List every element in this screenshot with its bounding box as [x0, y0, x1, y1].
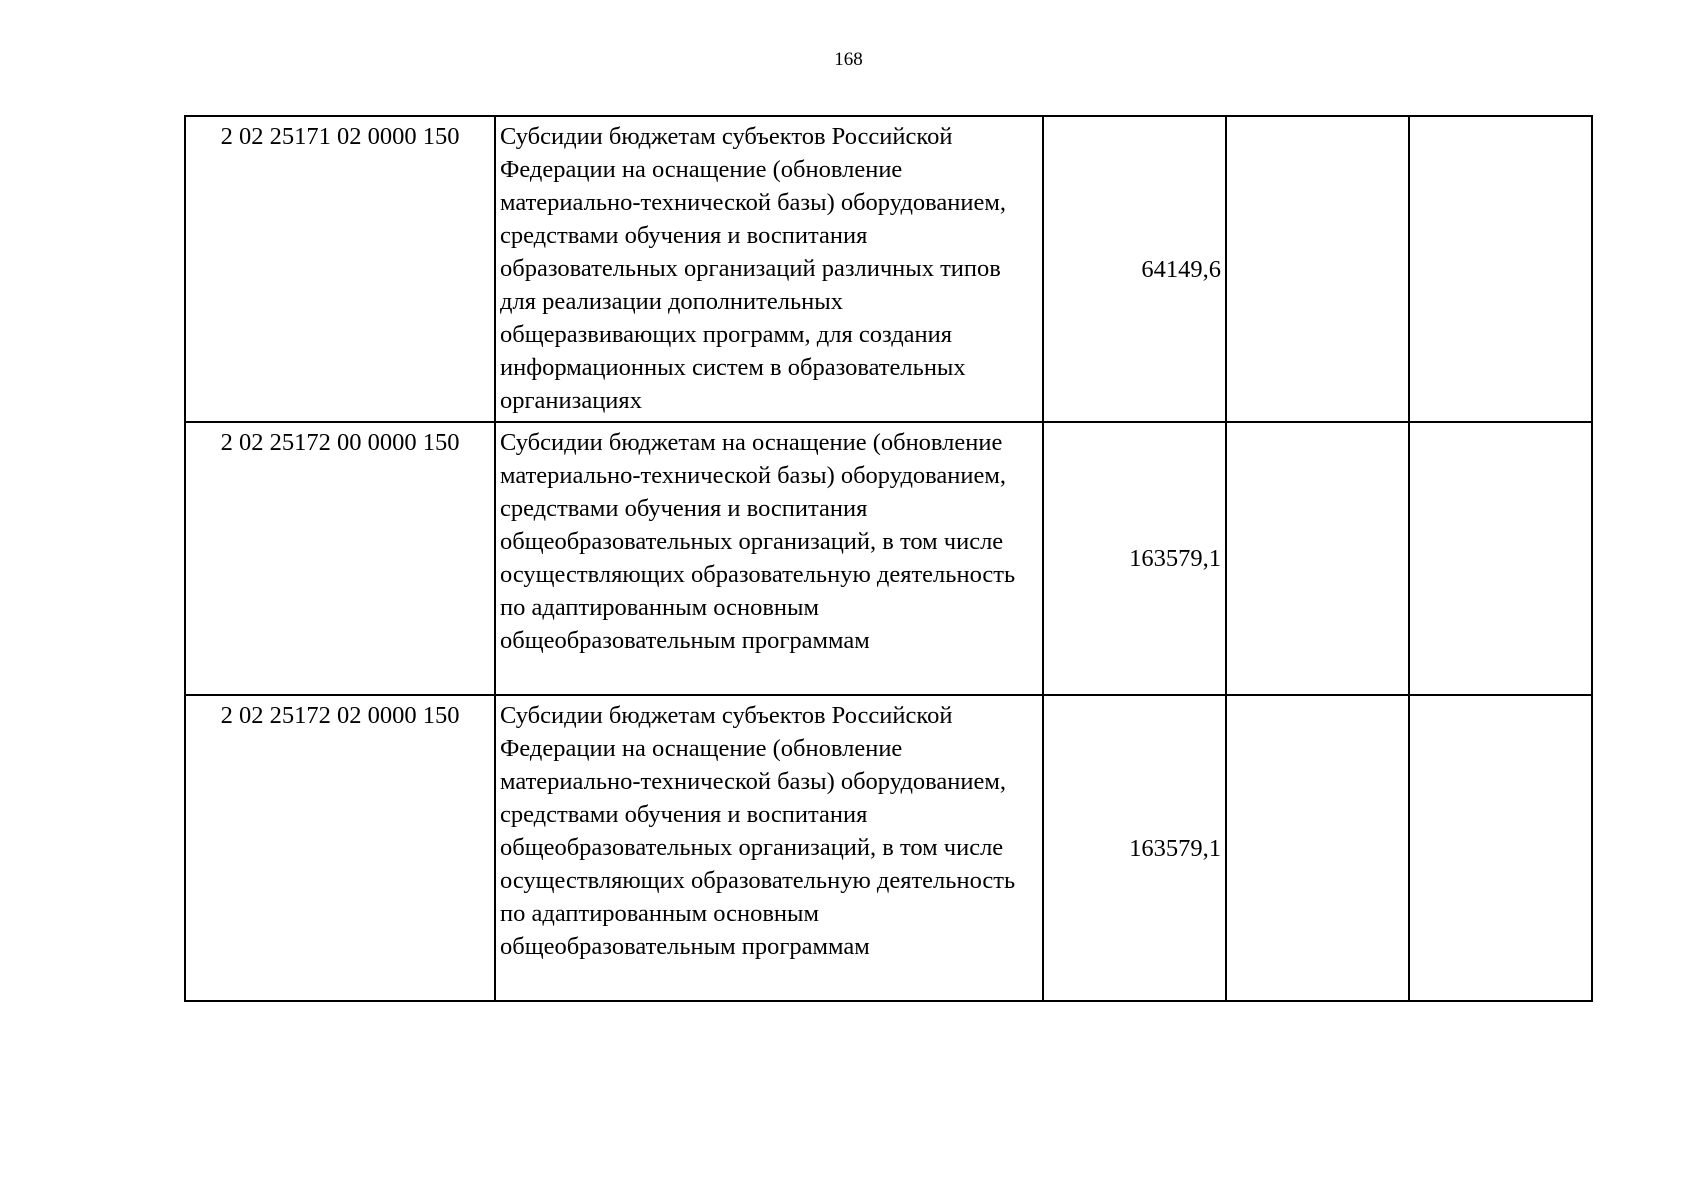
table-row [185, 116, 1592, 422]
empty-cell [1409, 116, 1592, 422]
budget-code-cell: 2 02 25172 00 0000 150 [185, 422, 495, 695]
table-row [185, 695, 1592, 1001]
budget-code-cell: 2 02 25171 02 0000 150 [185, 116, 495, 422]
budget-revenue-table [184, 115, 1593, 1002]
description-cell: Субсидии бюджетам на оснащение (обновление материально-технической базы) оборудованием, средствами обучения и воспитания общеобразовательных организаций, в том числе осуществляющих образовательную деятельность по адаптированным основным общеобразовательным программам [495, 422, 1043, 695]
amount-cell: 64149,6 [1043, 116, 1226, 422]
empty-cell [1226, 116, 1409, 422]
table-row [185, 422, 1592, 695]
page-number: 168 [834, 49, 863, 70]
empty-cell [1409, 422, 1592, 695]
empty-cell [1226, 422, 1409, 695]
description-cell: Субсидии бюджетам субъектов Российской Федерации на оснащение (обновление материально-технической базы) оборудованием, средствами обучения и воспитания образовательных организаций различных типов для реализации дополнительных общеразвивающих программ, для создания информационных систем в образовательных организациях [495, 116, 1043, 422]
amount-cell: 163579,1 [1043, 695, 1226, 1001]
empty-cell [1409, 695, 1592, 1001]
empty-cell [1226, 695, 1409, 1001]
description-cell: Субсидии бюджетам субъектов Российской Федерации на оснащение (обновление материально-технической базы) оборудованием, средствами обучения и воспитания общеобразовательных организаций, в том числе осуществляющих образовательную деятельность по адаптированным основным общеобразовательным программам [495, 695, 1043, 1001]
amount-cell: 163579,1 [1043, 422, 1226, 695]
budget-code-cell: 2 02 25172 02 0000 150 [185, 695, 495, 1001]
